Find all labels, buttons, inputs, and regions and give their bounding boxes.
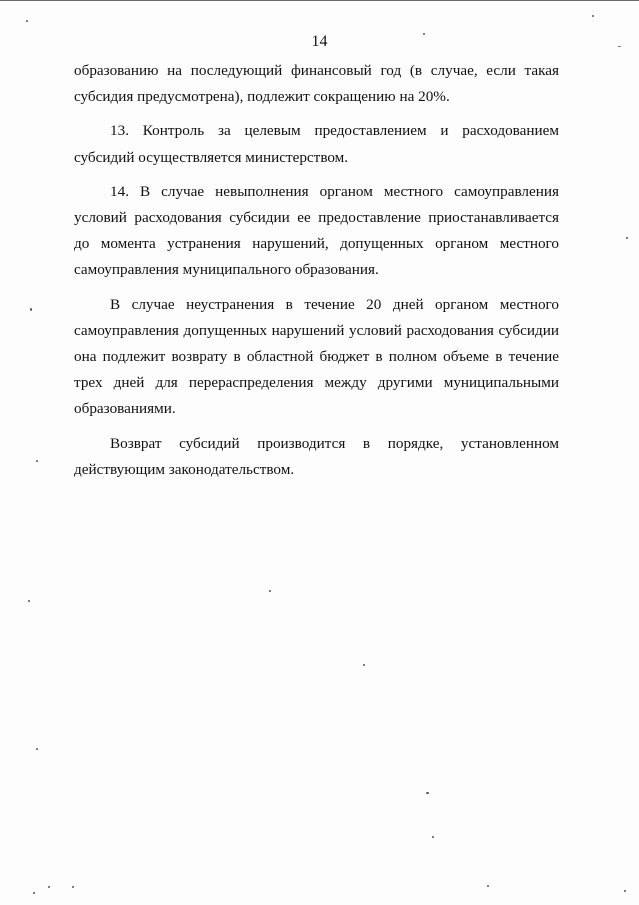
scan-speck [48,886,50,888]
scan-speck [36,460,38,462]
scan-speck [618,46,621,47]
scan-speck [72,886,74,888]
scan-speck [487,885,489,887]
scan-speck [36,748,38,750]
scan-speck [363,664,365,666]
scan-speck [26,20,28,22]
paragraph-non-elimination: В случае неустранения в течение 20 дней органом местного самоуправления допущенных нарушений условий расходования субсидии она подлежит возврату в областной бюджет в полном объеме в течение трех дней для перераспределения между другими муниципальными образованиями. [74,295,559,418]
paragraph-continuation: образованию на последующий финансовый год (в случае, если такая субсидия предусмотрена), подлежит сокращению на 20%. [74,62,559,106]
scan-speck [30,308,32,311]
scan-speck [28,600,30,602]
scan-speck [624,890,626,892]
scan-speck [269,590,271,592]
scan-speck [423,33,425,35]
scan-speck [426,792,429,794]
page-top-edge [0,0,639,1]
document-body [74,58,559,491]
page-number: 14 [311,33,328,50]
scan-speck [626,237,628,239]
scan-speck [432,836,434,838]
paragraph-refund-procedure: Возврат субсидий производится в порядке, установленном действующим законодательством. [74,434,559,478]
scan-speck [33,892,35,894]
paragraph-14: 14. В случае невыполнения органом местного самоуправления условий расходования субсидии ее предоставление приостанавливается до момента устранения нарушений, допущенных органом местного самоуправления муниципального образования. [74,182,559,279]
scan-speck [592,15,594,17]
paragraph-13: 13. Контроль за целевым предоставлением и расходованием субсидий осуществляется министерством. [74,122,559,166]
